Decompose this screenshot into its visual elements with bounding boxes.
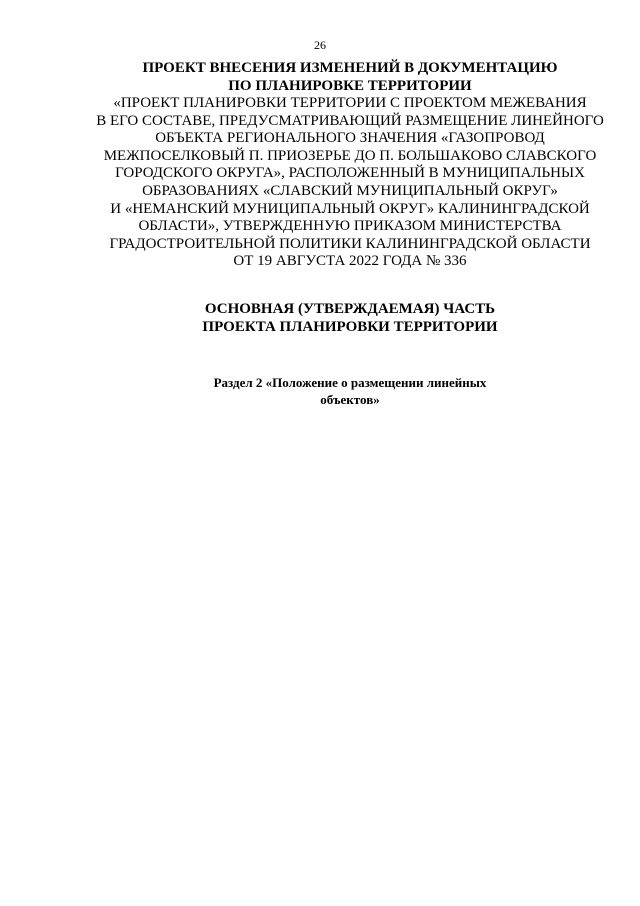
document-title (70, 60, 630, 271)
title-subject-line: ОБЪЕКТА РЕГИОНАЛЬНОГО ЗНАЧЕНИЯ «ГАЗОПРОВОД (155, 130, 545, 147)
title-subject-line: И «НЕМАНСКИЙ МУНИЦИПАЛЬНЫЙ ОКРУГ» КАЛИНИНГРАДСКОЙ (110, 200, 590, 217)
part-heading-line: ОСНОВНАЯ (УТВЕРЖДАЕМАЯ) ЧАСТЬ (204, 301, 496, 317)
section-heading (70, 374, 630, 408)
title-heading-line: ПО ПЛАНИРОВКЕ ТЕРРИТОРИИ (228, 77, 472, 94)
title-subject-line: ГРАДОСТРОИТЕЛЬНОЙ ПОЛИТИКИ КАЛИНИНГРАДСКОЙ ОБЛАСТИ (109, 235, 591, 252)
title-subject-line: «ПРОЕКТ ПЛАНИРОВКИ ТЕРРИТОРИИ С ПРОЕКТОМ МЕЖЕВАНИЯ (113, 95, 587, 111)
section-heading-line: объектов» (320, 392, 380, 407)
page-number: 26 (314, 38, 326, 52)
title-subject-line: ОТ 19 АВГУСТА 2022 ГОДА № 336 (233, 253, 467, 270)
title-heading-line: ПРОЕКТ ВНЕСЕНИЯ ИЗМЕНЕНИЙ В ДОКУМЕНТАЦИЮ (142, 60, 558, 76)
title-subject-line: ГОРОДСКОГО ОКРУГА», РАСПОЛОЖЕННЫЙ В МУНИЦИПАЛЬНЫХ (115, 165, 585, 182)
title-subject-line: ОБРАЗОВАНИЯХ «СЛАВСКИЙ МУНИЦИПАЛЬНЫЙ ОКРУГ» (142, 182, 558, 199)
part-heading (70, 301, 630, 336)
title-heading (70, 60, 630, 95)
title-subject-line: ОБЛАСТИ», УТВЕРЖДЕННУЮ ПРИКАЗОМ МИНИСТЕРСТВА (138, 218, 562, 235)
title-subject-line: МЕЖПОСЕЛКОВЫЙ П. ПРИОЗЕРЬЕ ДО П. БОЛЬШАКОВО СЛАВСКОГО (103, 147, 597, 164)
section-heading-line: Раздел 2 «Положение о размещении линейных (213, 375, 487, 390)
title-subject-line: В ЕГО СОСТАВЕ, ПРЕДУСМАТРИВАЮЩИЙ РАЗМЕЩЕНИЕ ЛИНЕЙНОГО (96, 112, 604, 129)
title-subject (70, 95, 630, 271)
part-heading-line: ПРОЕКТА ПЛАНИРОВКИ ТЕРРИТОРИИ (202, 318, 498, 335)
